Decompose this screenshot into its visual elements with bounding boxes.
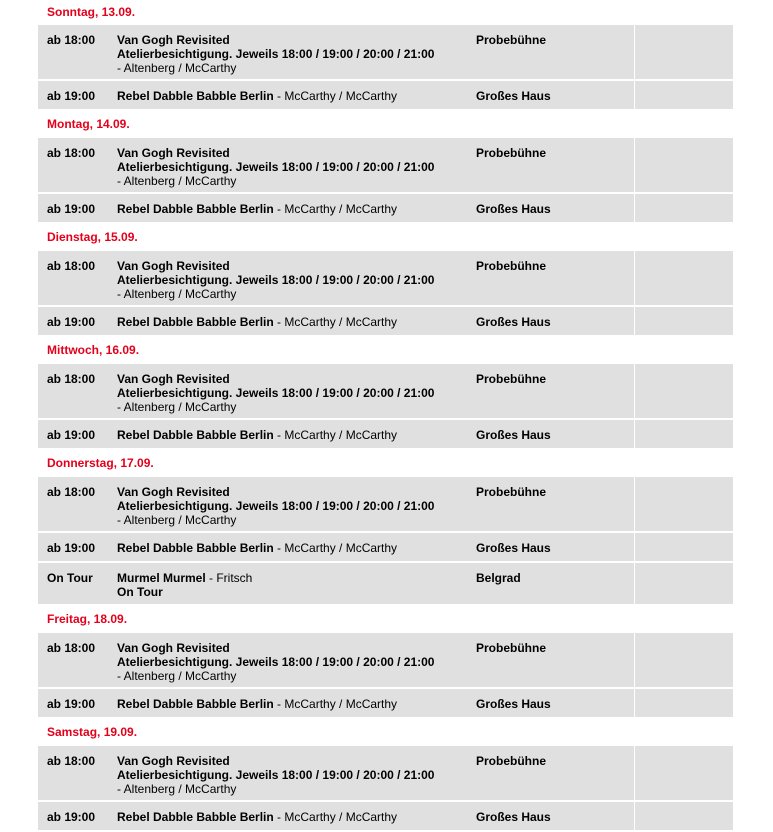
event-venue: Probebühne (476, 485, 547, 499)
event-venue: Probebühne (476, 146, 547, 160)
day-header: Sonntag, 13.09. (0, 0, 773, 25)
event-description (117, 697, 477, 711)
column-divider (634, 477, 635, 531)
event-title-link[interactable]: Van Gogh Revisited (117, 485, 230, 499)
event-title-link[interactable]: Rebel Dabble Babble Berlin (117, 428, 274, 442)
event-venue: Probebühne (476, 754, 547, 768)
event-subtitle: Atelierbesichtigung. Jeweils 18:00 / 19:00 / 20:00 / 21:00 (117, 768, 435, 782)
day-header: Mittwoch, 16.09. (0, 337, 773, 364)
column-divider (634, 251, 635, 305)
column-divider (634, 25, 635, 79)
event-description (117, 641, 477, 683)
event-credits: - McCarthy / McCarthy (273, 541, 398, 555)
event-subtitle: Atelierbesichtigung. Jeweils 18:00 / 19:00 / 20:00 / 21:00 (117, 386, 435, 400)
day-header: Samstag, 19.09. (0, 719, 773, 746)
event-row[interactable] (38, 420, 733, 450)
event-venue: Großes Haus (476, 315, 551, 329)
event-credits: - Altenberg / McCarthy (117, 400, 237, 414)
event-time: ab 18:00 (47, 754, 96, 768)
column-divider (634, 194, 635, 222)
column-divider (634, 364, 635, 418)
event-row[interactable] (38, 533, 733, 563)
event-time: ab 19:00 (47, 697, 96, 711)
event-subtitle: Atelierbesichtigung. Jeweils 18:00 / 19:00 / 20:00 / 21:00 (117, 47, 435, 61)
event-time: ab 19:00 (47, 428, 96, 442)
event-subtitle: Atelierbesichtigung. Jeweils 18:00 / 19:00 / 20:00 / 21:00 (117, 655, 435, 669)
event-row[interactable] (38, 194, 733, 224)
event-description (117, 541, 477, 555)
event-row[interactable] (38, 477, 733, 533)
event-credits: - Altenberg / McCarthy (117, 287, 237, 301)
event-venue: Großes Haus (476, 89, 551, 103)
event-time: ab 18:00 (47, 485, 96, 499)
event-venue: Großes Haus (476, 202, 551, 216)
column-divider (634, 746, 635, 800)
column-divider (634, 533, 635, 561)
event-description (117, 33, 477, 75)
event-subtitle: Atelierbesichtigung. Jeweils 18:00 / 19:00 / 20:00 / 21:00 (117, 273, 435, 287)
event-credits: - McCarthy / McCarthy (273, 89, 398, 103)
event-title-link[interactable]: Van Gogh Revisited (117, 146, 230, 160)
event-row[interactable] (38, 81, 733, 111)
event-venue: Großes Haus (476, 697, 551, 711)
event-row[interactable] (38, 251, 733, 307)
event-title-link[interactable]: Rebel Dabble Babble Berlin (117, 315, 274, 329)
event-venue: Großes Haus (476, 541, 551, 555)
event-time: ab 19:00 (47, 810, 96, 824)
event-credits: - McCarthy / McCarthy (273, 315, 398, 329)
event-description (117, 571, 477, 599)
event-subtitle: On Tour (117, 585, 163, 599)
day-header: Montag, 14.09. (0, 111, 773, 138)
event-row[interactable] (38, 25, 733, 81)
event-venue: Großes Haus (476, 428, 551, 442)
event-title-link[interactable]: Rebel Dabble Babble Berlin (117, 697, 274, 711)
event-description (117, 754, 477, 796)
event-credits: - Altenberg / McCarthy (117, 513, 237, 527)
event-subtitle: Atelierbesichtigung. Jeweils 18:00 / 19:00 / 20:00 / 21:00 (117, 160, 435, 174)
event-venue: Probebühne (476, 641, 547, 655)
event-row[interactable] (38, 633, 733, 689)
event-venue: Probebühne (476, 259, 547, 273)
event-title-link[interactable]: Rebel Dabble Babble Berlin (117, 810, 274, 824)
event-time: ab 18:00 (47, 641, 96, 655)
event-title-link[interactable]: Van Gogh Revisited (117, 33, 230, 47)
event-time: ab 18:00 (47, 372, 96, 386)
event-venue: Belgrad (476, 571, 521, 585)
event-description (117, 202, 477, 216)
column-divider (634, 563, 635, 604)
event-description (117, 89, 477, 103)
event-row[interactable] (38, 364, 733, 420)
column-divider (634, 138, 635, 192)
event-title-link[interactable]: Van Gogh Revisited (117, 754, 230, 768)
event-time: ab 19:00 (47, 541, 96, 555)
event-credits: - McCarthy / McCarthy (273, 810, 398, 824)
event-row[interactable] (38, 689, 733, 719)
event-venue: Probebühne (476, 33, 547, 47)
event-title-link[interactable]: Van Gogh Revisited (117, 372, 230, 386)
day-header: Freitag, 18.09. (0, 606, 773, 633)
column-divider (634, 633, 635, 687)
event-description (117, 810, 477, 824)
event-title-link[interactable]: Murmel Murmel (117, 571, 206, 585)
event-row[interactable] (38, 307, 733, 337)
event-title-link[interactable]: Van Gogh Revisited (117, 259, 230, 273)
event-description (117, 485, 477, 527)
event-credits: - McCarthy / McCarthy (273, 202, 398, 216)
event-row[interactable] (38, 563, 733, 606)
event-time: On Tour (47, 571, 93, 585)
event-time: ab 18:00 (47, 146, 96, 160)
event-row[interactable] (38, 746, 733, 802)
column-divider (634, 307, 635, 335)
event-time: ab 18:00 (47, 33, 96, 47)
event-credits: - Altenberg / McCarthy (117, 174, 237, 188)
event-description (117, 315, 477, 329)
event-venue: Großes Haus (476, 810, 551, 824)
event-row[interactable] (38, 802, 733, 832)
event-credits: - Altenberg / McCarthy (117, 669, 237, 683)
column-divider (634, 420, 635, 448)
day-header: Dienstag, 15.09. (0, 224, 773, 251)
event-time: ab 19:00 (47, 202, 96, 216)
column-divider (634, 802, 635, 830)
event-description (117, 372, 477, 414)
day-header: Donnerstag, 17.09. (0, 450, 773, 477)
event-time: ab 18:00 (47, 259, 96, 273)
event-credits: - Fritsch (205, 571, 253, 585)
event-title-link[interactable]: Rebel Dabble Babble Berlin (117, 541, 274, 555)
event-description (117, 259, 477, 301)
event-subtitle: Atelierbesichtigung. Jeweils 18:00 / 19:00 / 20:00 / 21:00 (117, 499, 435, 513)
event-time: ab 19:00 (47, 315, 96, 329)
column-divider (634, 81, 635, 109)
event-credits: - McCarthy / McCarthy (273, 428, 398, 442)
event-time: ab 19:00 (47, 89, 96, 103)
event-title-link[interactable]: Van Gogh Revisited (117, 641, 230, 655)
event-credits: - Altenberg / McCarthy (117, 782, 237, 796)
event-title-link[interactable]: Rebel Dabble Babble Berlin (117, 89, 274, 103)
event-credits: - Altenberg / McCarthy (117, 61, 237, 75)
event-credits: - McCarthy / McCarthy (273, 697, 398, 711)
event-title-link[interactable]: Rebel Dabble Babble Berlin (117, 202, 274, 216)
column-divider (634, 689, 635, 717)
event-row[interactable] (38, 138, 733, 194)
event-description (117, 146, 477, 188)
event-venue: Probebühne (476, 372, 547, 386)
event-description (117, 428, 477, 442)
